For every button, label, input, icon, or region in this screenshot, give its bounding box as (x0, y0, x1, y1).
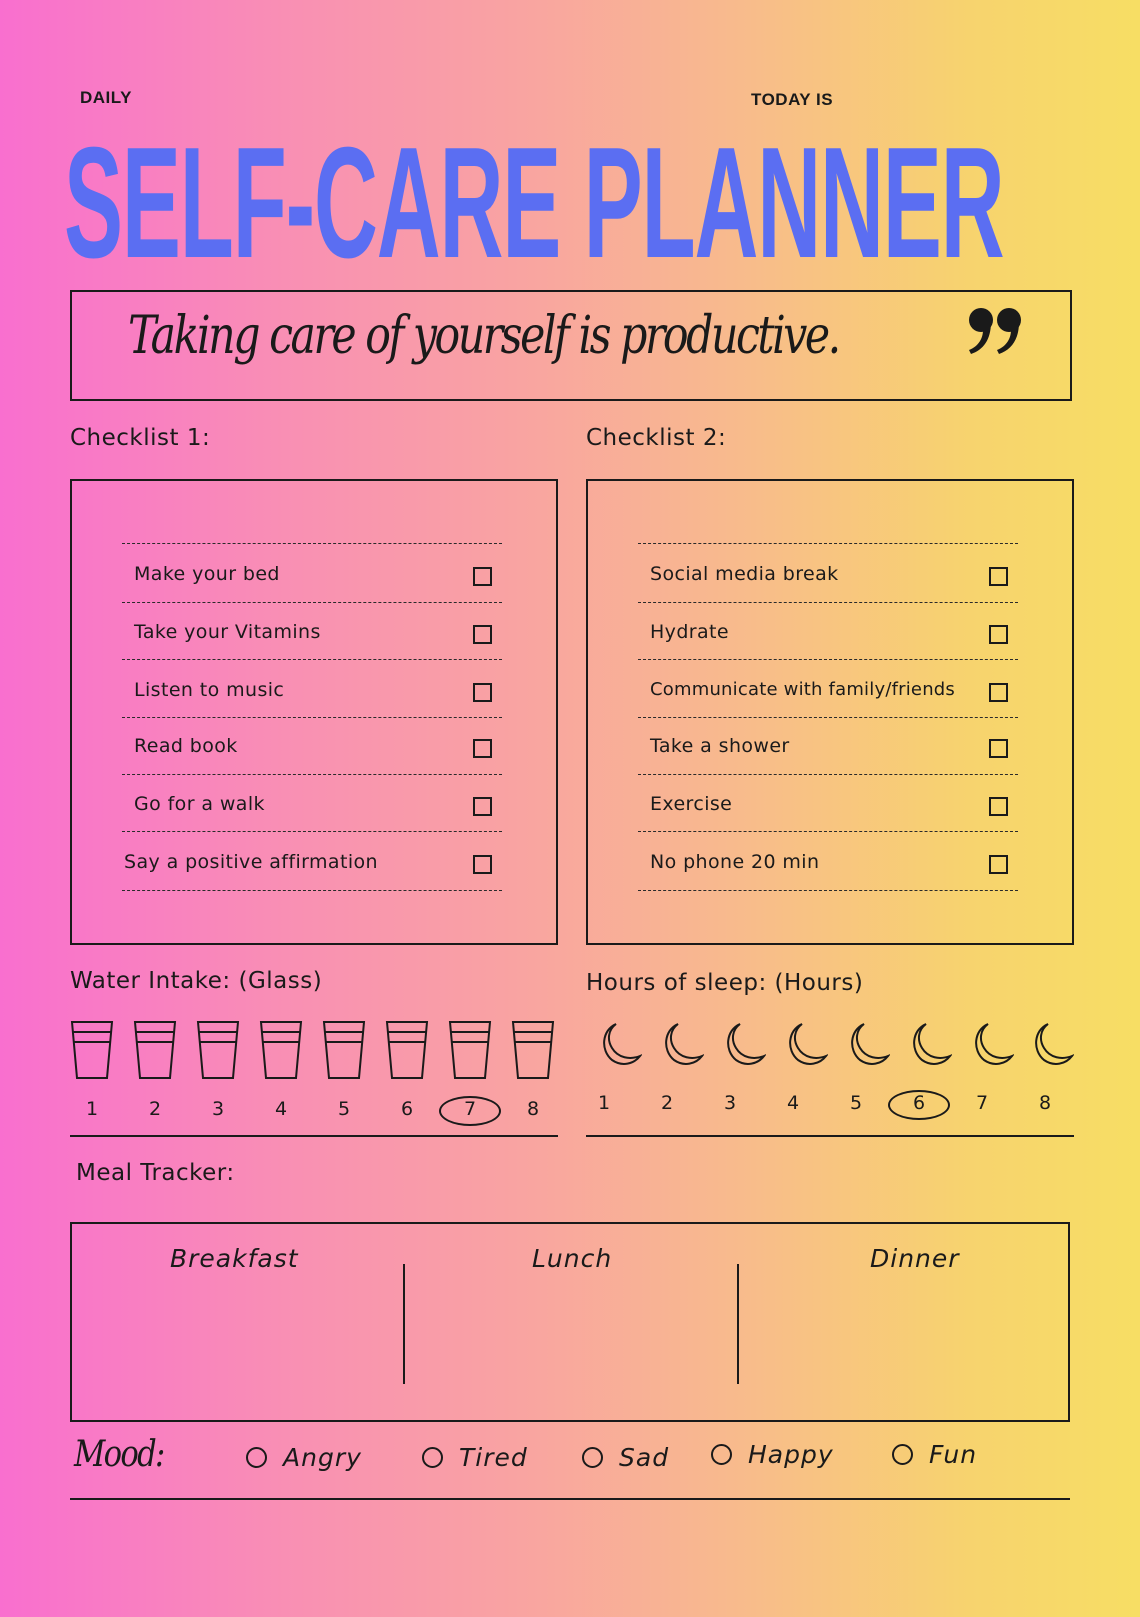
mood-option-label: Sad (619, 1442, 670, 1472)
water-number: 3 (211, 1098, 225, 1120)
water-intake-label: Water Intake: (Glass) (70, 968, 323, 994)
radio-button[interactable] (711, 1444, 732, 1465)
checklist-item-label: Social media break (650, 563, 839, 585)
checklist-item[interactable] (122, 833, 502, 891)
checklist-item-label: Read book (134, 735, 238, 757)
checkbox[interactable] (473, 739, 492, 758)
glass-icon[interactable] (196, 1018, 240, 1082)
checklist-item-label: Go for a walk (134, 793, 265, 815)
checklist-item[interactable] (638, 775, 1018, 833)
water-underline (70, 1135, 558, 1137)
dashed-divider (122, 659, 502, 660)
checklist-1-label: Checklist 1: (70, 425, 211, 451)
checklist-item-label: Listen to music (134, 679, 285, 701)
dashed-divider (638, 659, 1018, 660)
moon-icon[interactable] (718, 1020, 766, 1068)
mood-option-happy[interactable] (711, 1439, 834, 1469)
sleep-number: 6 (912, 1092, 926, 1114)
sleep-number: 3 (723, 1092, 737, 1114)
checklist-item-label: No phone 20 min (650, 851, 820, 873)
water-tracker (70, 1018, 560, 1138)
water-number: 6 (400, 1098, 414, 1120)
checklist-item-label: Say a positive affirmation (124, 851, 378, 873)
meal-divider (403, 1264, 405, 1384)
mood-option-sad[interactable] (582, 1442, 669, 1472)
moon-icon[interactable] (842, 1020, 890, 1068)
dashed-divider (638, 831, 1018, 832)
checklist-item-label: Exercise (650, 793, 733, 815)
quote-box (70, 290, 1072, 401)
checklist-item[interactable] (638, 603, 1018, 661)
sleep-number: 4 (786, 1092, 800, 1114)
checkbox[interactable] (989, 567, 1008, 586)
checklist-item-label: Communicate with family/friends (650, 679, 956, 700)
radio-button[interactable] (246, 1447, 267, 1468)
selected-circle (439, 1096, 501, 1126)
glass-icon[interactable] (385, 1018, 429, 1082)
checklist-item[interactable] (122, 661, 502, 719)
moon-icon[interactable] (594, 1020, 642, 1068)
water-number: 8 (526, 1098, 540, 1120)
checklist-item[interactable] (638, 717, 1018, 775)
quote-mark-icon (967, 306, 1025, 358)
sleep-number: 8 (1038, 1092, 1052, 1114)
radio-button[interactable] (582, 1447, 603, 1468)
dashed-divider (638, 543, 1018, 544)
glass-icon[interactable] (70, 1018, 114, 1082)
water-number: 1 (85, 1098, 99, 1120)
checklist-item[interactable] (638, 661, 1018, 719)
checklist-item[interactable] (122, 717, 502, 775)
checkbox[interactable] (989, 739, 1008, 758)
checkbox[interactable] (989, 855, 1008, 874)
mood-option-label: Happy (748, 1439, 834, 1469)
dashed-divider (122, 890, 502, 891)
checkbox[interactable] (473, 797, 492, 816)
sleep-underline (586, 1135, 1074, 1137)
radio-button[interactable] (422, 1447, 443, 1468)
daily-label: DAILY (80, 88, 132, 107)
meal-column-breakfast: Breakfast (170, 1244, 299, 1273)
checkbox[interactable] (989, 683, 1008, 702)
meal-column-dinner: Dinner (870, 1244, 960, 1273)
water-number: 2 (148, 1098, 162, 1120)
radio-button[interactable] (892, 1444, 913, 1465)
mood-label: Mood: (74, 1434, 164, 1475)
meal-tracker-label: Meal Tracker: (76, 1160, 235, 1186)
checklist-item[interactable] (638, 545, 1018, 603)
glass-icon[interactable] (133, 1018, 177, 1082)
checkbox[interactable] (473, 567, 492, 586)
moon-icon[interactable] (966, 1020, 1014, 1068)
mood-option-label: Angry (283, 1442, 362, 1472)
glass-icon[interactable] (511, 1018, 555, 1082)
today-is-label: TODAY IS (751, 90, 834, 109)
sleep-number: 1 (597, 1092, 611, 1114)
water-number: 5 (337, 1098, 351, 1120)
water-number: 4 (274, 1098, 288, 1120)
sleep-tracker (586, 1020, 1076, 1140)
checkbox[interactable] (473, 625, 492, 644)
dashed-divider (638, 890, 1018, 891)
checkbox[interactable] (473, 855, 492, 874)
checklist-item[interactable] (122, 603, 502, 661)
dashed-divider (122, 831, 502, 832)
glass-icon[interactable] (448, 1018, 492, 1082)
meal-tracker-box (70, 1222, 1070, 1422)
checklist-item[interactable] (638, 833, 1018, 891)
checklist-1-box (70, 479, 558, 945)
sleep-number: 5 (849, 1092, 863, 1114)
sleep-number: 2 (660, 1092, 674, 1114)
meal-column-lunch: Lunch (532, 1244, 613, 1273)
checklist-2-label: Checklist 2: (586, 425, 727, 451)
checklist-2-box (586, 479, 1074, 945)
mood-underline (70, 1498, 1070, 1500)
glass-icon[interactable] (322, 1018, 366, 1082)
sleep-number: 7 (975, 1092, 989, 1114)
mood-option-tired[interactable] (422, 1442, 528, 1472)
sleep-label: Hours of sleep: (Hours) (586, 970, 864, 996)
mood-option-label: Tired (459, 1442, 528, 1472)
moon-icon[interactable] (904, 1020, 952, 1068)
checkbox[interactable] (473, 683, 492, 702)
quote-text: Taking care of yourself is productive. (128, 306, 839, 366)
meal-divider (737, 1264, 739, 1384)
mood-option-angry[interactable] (246, 1442, 362, 1472)
mood-option-fun[interactable] (892, 1439, 977, 1469)
checklist-item-label: Hydrate (650, 621, 729, 643)
checklist-item-label: Take your Vitamins (134, 621, 321, 643)
page-title: SELF-CARE PLANNER (64, 115, 1004, 291)
checklist-item[interactable] (122, 775, 502, 833)
water-number: 7 (463, 1098, 477, 1120)
moon-icon[interactable] (780, 1020, 828, 1068)
checklist-item-label: Make your bed (134, 563, 280, 585)
selected-circle (888, 1090, 950, 1120)
checklist-item-label: Take a shower (650, 735, 790, 757)
glass-icon[interactable] (259, 1018, 303, 1082)
checklist-item[interactable] (122, 545, 502, 603)
moon-icon[interactable] (1026, 1020, 1074, 1068)
dashed-divider (122, 543, 502, 544)
checkbox[interactable] (989, 797, 1008, 816)
checkbox[interactable] (989, 625, 1008, 644)
moon-icon[interactable] (656, 1020, 704, 1068)
mood-option-label: Fun (929, 1439, 978, 1469)
